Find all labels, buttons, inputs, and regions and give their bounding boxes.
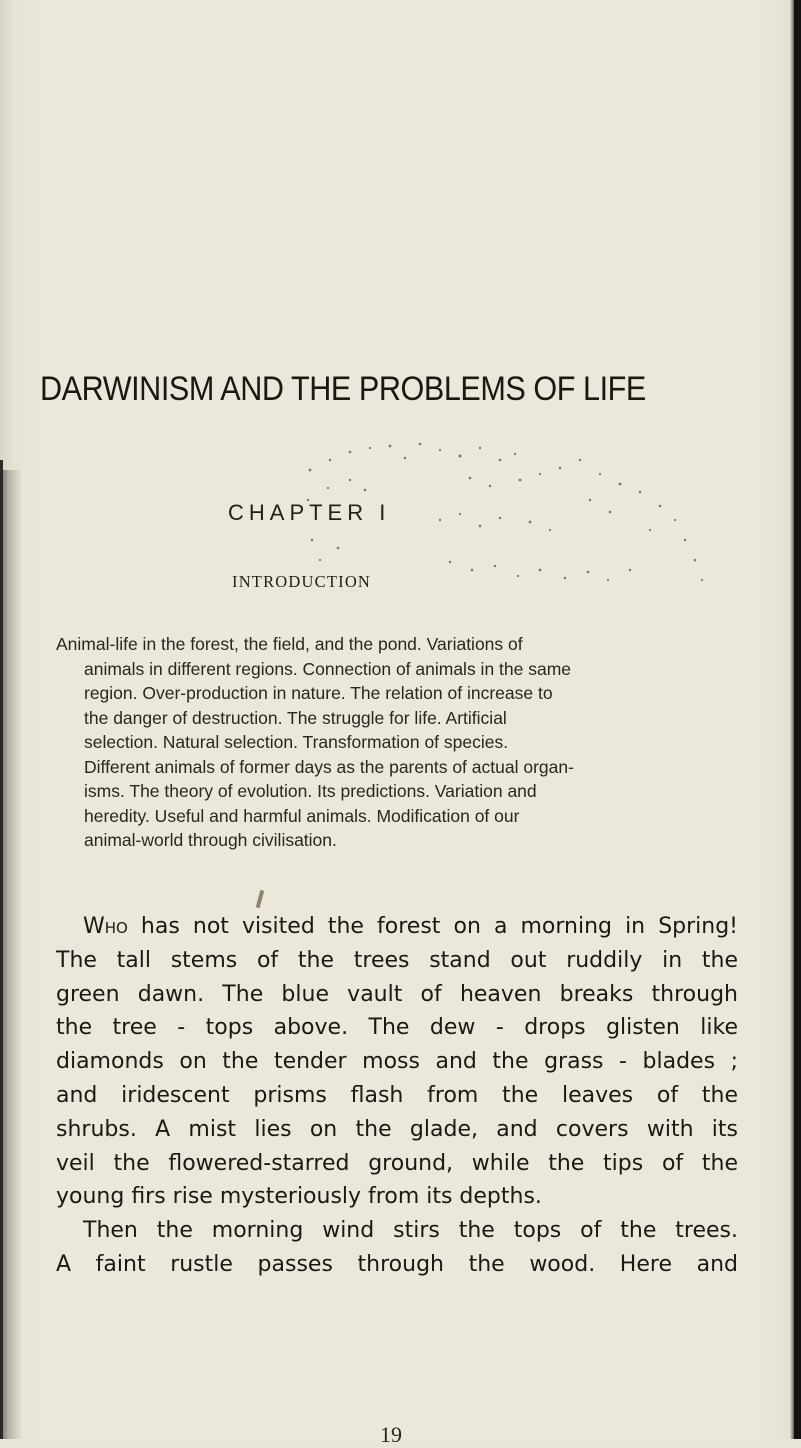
chapter-title: CHAPTER I — [228, 500, 391, 525]
section-title: INTRODUCTION — [232, 572, 372, 591]
synopsis-line: Different animals of former days as the parents of actual organ- — [84, 756, 574, 777]
synopsis-line: isms. The theory of evolution. Its predictions. Variation and — [84, 781, 537, 801]
synopsis-line: animals in different regions. Connection of animals in the same — [84, 658, 572, 679]
synopsis-line: selection. Natural selection. Transformation of species. — [84, 732, 509, 752]
drop-word: Who — [83, 914, 128, 939]
running-head: DARWINISM AND THE PROBLEMS OF LIFE — [40, 370, 646, 408]
ink-mark — [256, 890, 265, 908]
body-line — [56, 910, 738, 944]
body-line: and iridescent prisms flash from the leaves of the — [56, 1082, 738, 1108]
synopsis-line: the danger of destruction. The struggle for life. Artificial — [84, 707, 507, 728]
body-line: A faint rustle passes through the wood. Here and — [56, 1251, 738, 1277]
page-number: 19 — [380, 1422, 402, 1447]
synopsis-line: Animal-life in the forest, the field, and the pond. Variations of — [56, 634, 523, 654]
spine-shadow — [0, 470, 24, 1439]
body-line: Then the morning wind stirs the tops of the trees. — [83, 1218, 738, 1244]
spine-line — [0, 460, 3, 1439]
synopsis-line: animal-world through civilisation. — [84, 830, 337, 850]
synopsis-line: heredity. Useful and harmful animals. Modification of our — [84, 805, 520, 826]
body-line: The tall stems of the trees stand out ruddily in the — [56, 947, 738, 973]
chapter-synopsis — [56, 632, 756, 853]
body-line: shrubs. A mist lies on the glade, and covers with its — [56, 1116, 738, 1142]
page-edge — [794, 0, 801, 1439]
body-line: diamonds on the tender moss and the grass - blades ; — [56, 1049, 738, 1075]
synopsis-line: region. Over-production in nature. The relation of increase to — [84, 683, 553, 703]
chapter-body — [56, 910, 738, 1282]
body-line: young firs rise mysteriously from its depths. — [56, 1184, 542, 1210]
body-line: green dawn. The blue vault of heaven breaks through — [56, 981, 738, 1007]
first-line-text: has not visited the forest on a morning in Spring! — [140, 914, 739, 939]
body-line: veil the flowered-starred ground, while the tips of the — [56, 1150, 738, 1176]
body-line: the tree - tops above. The dew - drops glisten like — [56, 1015, 738, 1041]
